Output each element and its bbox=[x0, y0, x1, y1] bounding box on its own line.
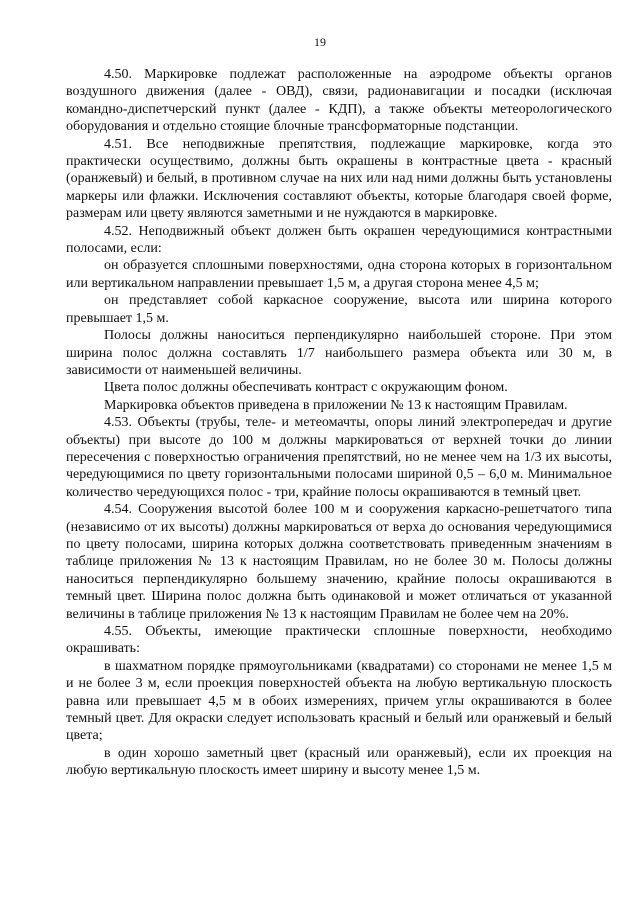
paragraph-contrast: Цвета полос должны обеспечивать контраст с окружающим фоном. bbox=[104, 380, 508, 396]
paragraph-4-52: 4.52. Неподвижный объект должен быть окрашен чередующимися контрастными полосами, если: bbox=[66, 223, 612, 257]
paragraph-appendix-ref: Маркировка объектов приведена в приложении № 13 к настоящим Правилам. bbox=[104, 397, 568, 413]
paragraph-4-51: 4.51. Все неподвижные препятствия, подлежащие маркировке, когда это практически осуществимо, должны быть окрашены в контрастные цвета - красный (оранжевый) и белый, в противном случае на них или над ними должны быть установлены маркеры или флажки. Исключения составляют объекты, которые благодаря своей форме, размерам или цвету являются заметными и не нуждаются в маркировке. bbox=[66, 136, 612, 222]
document-body bbox=[66, 66, 612, 780]
paragraph-4-50: 4.50. Маркировке подлежат расположенные на аэродроме объекты органов воздушного движения (далее - ОВД), связи, радионавигации и посадки (исключая командно-диспетчерский пункт (далее - КДП), а также объекты метеорологического оборудования и отдельно стоящие блочные трансформаторные подстанции. bbox=[66, 67, 612, 135]
paragraph-stripes: Полосы должны наноситься перпендикулярно наибольшей стороне. При этом ширина полос должна составлять 1/7 наибольшего размера объекта или 30 м, в зависимости от наименьшей величины. bbox=[66, 328, 612, 378]
paragraph-4-53: 4.53. Объекты (трубы, теле- и метеомачты, опоры линий электропередач и другие объекты) при высоте до 100 м должны маркироваться от верхней точки до линии пересечения с поверхностью ограничения препятствий, но не менее чем на 1/3 их высоты, чередующимися по цвету горизонтальными полосами шириной 0,5 – 6,0 м. Минимальное количество чередующихся полос - три, крайние полосы окрашиваются в темный цвет. bbox=[66, 415, 612, 500]
paragraph-4-54: 4.54. Сооружения высотой более 100 м и сооружения каркасно-решетчатого типа (независимо от их высоты) должны маркироваться от верха до основания чередующимися по цвету полосами, ширина которых должна соответствовать приведенным значениям в таблице приложения № 13 к настоящим Правилам, но не более 30 м. Полосы должны наноситься перпендикулярно большему значению, крайние полосы окрашиваются в темный цвет. Ширина полос должна быть одинаковой и может отличаться от указанной величины в таблице приложения № 13 к настоящим Правилам не более чем на 20%. bbox=[66, 502, 612, 622]
paragraph-4-52-item-2: он представляет собой каркасное сооружение, высота или ширина которого превышает 1,5 м. bbox=[66, 293, 612, 326]
paragraph-4-55-item-1: в шахматном порядке прямоугольниками (квадратами) со сторонами не менее 1,5 м и не более 3 м, если проекция поверхностей объекта на любую вертикальную плоскость равна или превышает 4,5 м в обоих измерениях, причем углы окрашиваются в более темный цвет. Для окраски следует использовать красный и белый или оранжевый и белый цвета; bbox=[66, 658, 612, 744]
paragraph-4-52-item-1: он образуется сплошными поверхностями, одна сторона которых в горизонтальном или вертикальном направлении превышает 1,5 м, а другая сторона менее 4,5 м; bbox=[66, 258, 612, 291]
page-number: 19 bbox=[314, 35, 326, 49]
paragraph-4-55-item-2: в один хорошо заметный цвет (красный или оранжевый), если их проекция на любую вертикальную плоскость имеет ширину и высоту менее 1,5 м. bbox=[66, 745, 612, 779]
paragraph-4-55: 4.55. Объекты, имеющие практически сплошные поверхности, необходимо окрашивать: bbox=[66, 624, 612, 657]
